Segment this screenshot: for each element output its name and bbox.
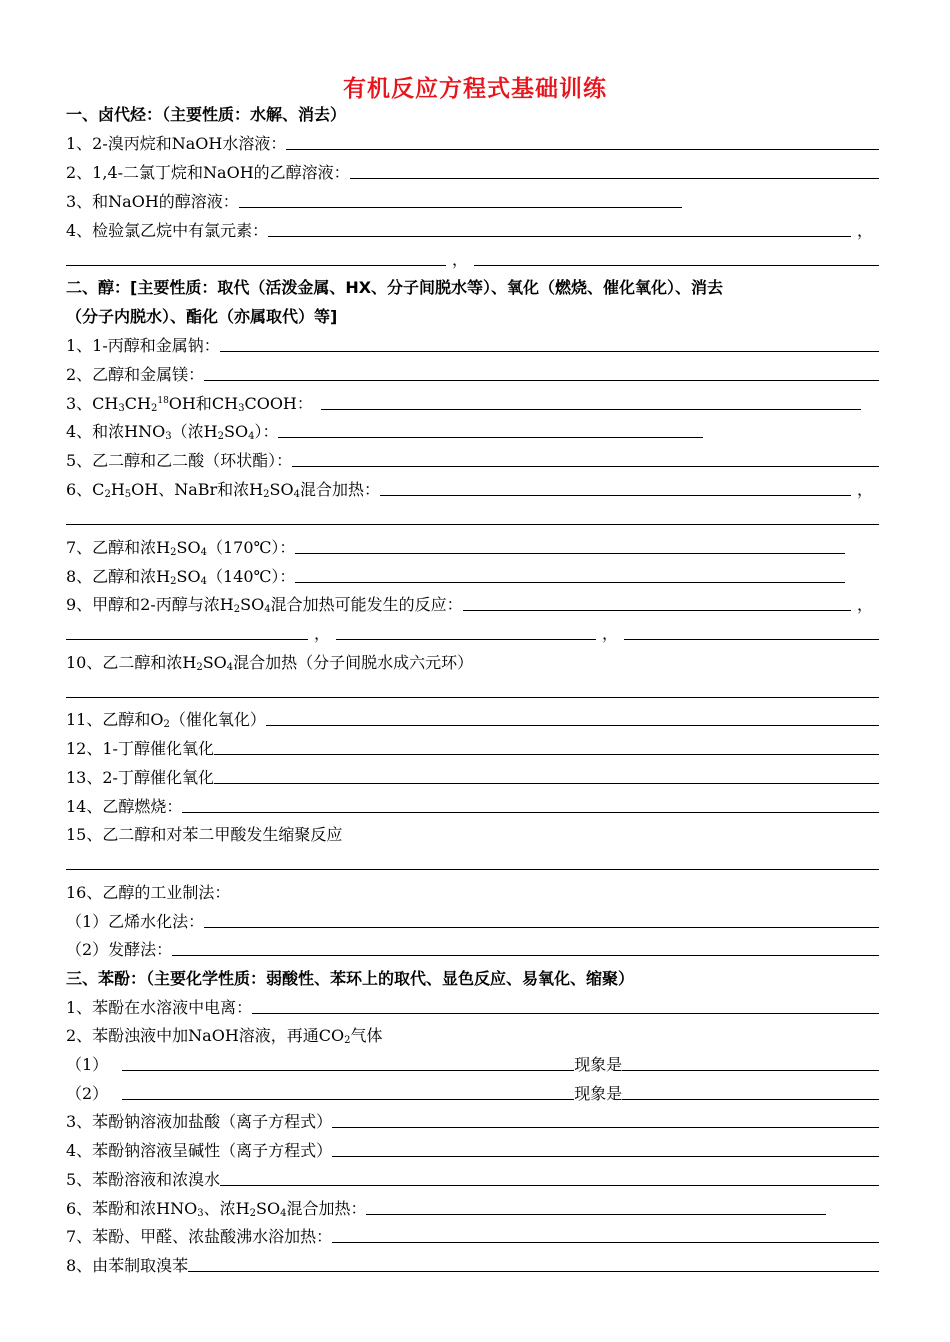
answer-blank[interactable] [172, 941, 879, 956]
s3-q5: 5、苯酚溶液和浓溴水 [66, 1162, 879, 1190]
answer-blank[interactable] [286, 135, 879, 150]
answer-blank[interactable] [66, 251, 446, 266]
s2-q6: 6、$C_2H_5OH$、NaBr和浓$H_2SO_4$混合加热： ， [66, 480, 873, 500]
s2-q11: 11、乙醇和$O_2$（催化氧化） [66, 702, 879, 730]
s2-q1: 1、1-丙醇和金属钠： [66, 328, 879, 356]
answer-blank[interactable] [295, 539, 845, 554]
s3-q1: 1、苯酚在水溶液中电离： [66, 990, 879, 1018]
s2-q7: 7、乙醇和浓$H_2SO_4(170℃)$： [66, 530, 879, 558]
answer-blank[interactable] [266, 711, 879, 726]
s1-q1: 1、2-溴丙烷和NaOH水溶液： [66, 126, 879, 154]
s3-q2b: （2） 现象是 [66, 1076, 879, 1104]
answer-blank[interactable] [332, 1142, 879, 1157]
answer-blank[interactable] [122, 1085, 574, 1100]
answer-blank[interactable] [380, 481, 851, 496]
page-title: 有机反应方程式基础训练 [343, 76, 607, 102]
answer-blank[interactable] [204, 366, 879, 381]
answer-blank[interactable] [622, 1085, 879, 1100]
s2-q6-cont [66, 501, 879, 529]
answer-blank[interactable] [214, 769, 879, 784]
answer-blank[interactable] [336, 625, 596, 640]
s3-q4: 4、苯酚钠溶液呈碱性（离子方程式） [66, 1133, 879, 1161]
section-3-heading: 三、苯酚：（主要化学性质：弱酸性、苯环上的取代、显色反应、易氧化、缩聚） [66, 969, 635, 988]
answer-blank[interactable] [252, 999, 879, 1014]
answer-blank[interactable] [66, 855, 879, 870]
s2-q9-cont: ， ， [66, 616, 879, 644]
answer-blank[interactable] [474, 251, 879, 266]
answer-blank[interactable] [332, 1228, 879, 1243]
s2-q15: 15、乙二醇和对苯二甲酸发生缩聚反应 [66, 825, 343, 844]
answer-blank[interactable] [66, 510, 879, 525]
answer-blank[interactable] [366, 1200, 826, 1215]
answer-blank[interactable] [220, 1171, 879, 1186]
answer-blank[interactable] [624, 625, 879, 640]
answer-blank[interactable] [182, 798, 879, 813]
s1-q4: 4、检验氯乙烷中有氯元素： ， [66, 221, 873, 240]
answer-blank[interactable] [622, 1056, 879, 1071]
s2-q12: 12、1-丁醇催化氧化 [66, 731, 879, 759]
answer-blank[interactable] [204, 913, 879, 928]
s2-q14: 14、乙醇燃烧： [66, 789, 879, 817]
answer-blank[interactable] [66, 683, 879, 698]
s3-q2: 2、苯酚浊液中加NaOH溶液，再通$CO_2$气体 [66, 1026, 383, 1046]
s3-q8: 8、由苯制取溴苯 [66, 1248, 879, 1276]
answer-blank[interactable] [239, 193, 682, 208]
answer-blank[interactable] [268, 222, 851, 237]
s2-q5: 5、乙二醇和乙二酸（环状酯）： [66, 443, 879, 471]
s3-q2a: （1） 现象是 [66, 1047, 879, 1075]
s2-q15-cont [66, 846, 879, 874]
answer-blank[interactable] [321, 395, 861, 410]
s2-q4: 4、和浓$HNO_3$（浓$H_2SO_4$）： [66, 414, 879, 442]
s2-q2: 2、乙醇和金属镁： [66, 357, 879, 385]
section-2-heading: 二、醇：[主要性质：取代（活泼金属、HX、分子间脱水等）、氧化（燃烧、催化氧化）、消去 [66, 278, 724, 297]
answer-blank[interactable] [463, 596, 851, 611]
s1-q2: 2、1,4-二氯丁烷和NaOH的乙醇溶液： [66, 155, 879, 183]
s3-q7: 7、苯酚、甲醛、浓盐酸沸水浴加热： [66, 1219, 879, 1247]
answer-blank[interactable] [220, 337, 879, 352]
s2-q9: 9、甲醇和2-丙醇与浓$H_2SO_4$混合加热可能发生的反应： ， [66, 595, 873, 615]
answer-blank[interactable] [292, 452, 879, 467]
answer-blank[interactable] [66, 625, 308, 640]
s2-q10: 10、乙二醇和浓$H_2SO_4$混合加热（分子间脱水成六元环） [66, 653, 474, 673]
answer-blank[interactable] [122, 1056, 574, 1071]
section-2-heading-cont: （分子内脱水）、酯化（亦属取代）等] [66, 307, 338, 326]
answer-blank[interactable] [188, 1257, 879, 1272]
s2-q16b: （2）发酵法： [66, 932, 879, 960]
s1-q3: 3、和NaOH的醇溶液： [66, 184, 879, 212]
s2-q16a: （1）乙烯水化法： [66, 904, 879, 932]
s2-q3: 3、$CH_3CH_2^{18}OH$和$CH_3COOH$： [66, 386, 879, 414]
answer-blank[interactable] [350, 164, 879, 179]
answer-blank[interactable] [214, 740, 879, 755]
s3-q6: 6、苯酚和浓$HNO_3$、浓$H_2SO_4$混合加热： [66, 1191, 879, 1219]
answer-blank[interactable] [295, 568, 845, 583]
s2-q13: 13、2-丁醇催化氧化 [66, 760, 879, 788]
section-1-heading: 一、卤代烃：（主要性质：水解、消去） [66, 105, 347, 124]
s2-q8: 8、乙醇和浓$H_2SO_4(140℃)$： [66, 559, 879, 587]
s2-q16: 16、乙醇的工业制法： [66, 883, 231, 902]
s3-q3: 3、苯酚钠溶液加盐酸（离子方程式） [66, 1104, 879, 1132]
answer-blank[interactable] [278, 423, 703, 438]
answer-blank[interactable] [332, 1113, 879, 1128]
s1-q4-cont: ， [66, 242, 879, 270]
s2-q10-cont [66, 674, 879, 702]
